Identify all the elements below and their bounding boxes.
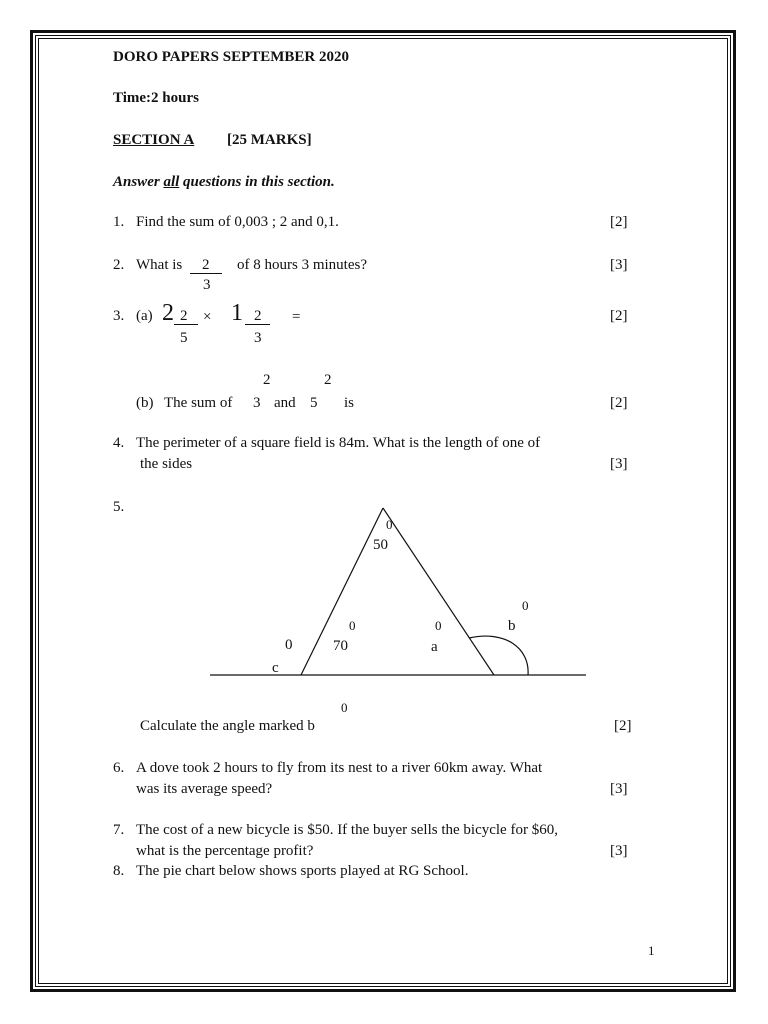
q2-text-post: of 8 hours 3 minutes?: [237, 257, 367, 273]
q6-line-2: was its average speed?: [136, 781, 273, 797]
q7-number: 7.: [113, 822, 125, 838]
q7-line-1: The cost of a new bicycle is $50. If the buyer sells the bicycle for $60,: [136, 822, 558, 838]
q3a-label: (a): [136, 308, 153, 324]
triangle-right-side: [383, 508, 494, 675]
q6-marks: [3]: [610, 781, 628, 797]
q3a-times: ×: [203, 309, 212, 325]
q3b-text-pre: The sum of: [164, 395, 233, 411]
q3b-exponent-2: 2: [324, 372, 332, 388]
section-marks: [25 MARKS]: [227, 132, 312, 148]
q3b-is: is: [344, 395, 355, 411]
q2-text-pre: What is: [136, 257, 183, 273]
q3b-label: (b): [136, 395, 154, 411]
left-angle-degree: 0: [349, 618, 356, 633]
instructions: Answer all questions in this section.: [113, 174, 335, 190]
q4-marks: [3]: [610, 456, 628, 472]
q2-fraction-denominator: 3: [203, 277, 211, 293]
top-angle-value: 50: [373, 537, 388, 553]
q8-text: The pie chart below shows sports played at RG School.: [136, 863, 469, 879]
exterior-angle-arc: [469, 636, 528, 675]
q5-marks: [2]: [614, 718, 632, 734]
q7-marks: [3]: [610, 843, 628, 859]
angle-c-degree: 0: [285, 637, 293, 653]
q3a-equals: =: [292, 309, 301, 325]
q5-number: 5.: [113, 499, 125, 515]
q6-number: 6.: [113, 760, 125, 776]
q1-marks: [2]: [610, 214, 628, 230]
q3a-numerator-2: 2: [254, 308, 262, 324]
q1-text: Find the sum of 0,003 ; 2 and 0,1.: [136, 214, 339, 230]
left-angle-value: 70: [333, 638, 348, 654]
q4-line-2: the sides: [140, 456, 193, 472]
q6-line-1: A dove took 2 hours to fly from its nest to a river 60km away. What: [136, 760, 543, 776]
q3b-base-2: 5: [310, 395, 318, 411]
q7-line-2: what is the percentage profit?: [136, 843, 314, 859]
q2-number: 2.: [113, 257, 125, 273]
q4-number: 4.: [113, 435, 125, 451]
q3a-whole-2: 1: [231, 300, 243, 326]
page-number: 1: [648, 943, 655, 958]
angle-a-label: a: [431, 639, 438, 655]
q1-number: 1.: [113, 214, 125, 230]
section-heading: SECTION A: [113, 132, 195, 148]
angle-a-degree: 0: [435, 618, 442, 633]
q3a-numerator-1: 2: [180, 308, 188, 324]
q8-number: 8.: [113, 863, 125, 879]
q3a-whole-1: 2: [162, 300, 174, 326]
q3b-marks: [2]: [610, 395, 628, 411]
q3b-and: and: [274, 395, 296, 411]
q3a-marks: [2]: [610, 308, 628, 324]
q3b-exponent-1: 2: [263, 372, 271, 388]
instructions-emphasis: all: [163, 174, 180, 190]
q3b-base-1: 3: [253, 395, 261, 411]
q2-marks: [3]: [610, 257, 628, 273]
q3a-denominator-2: 3: [254, 330, 262, 346]
top-angle-degree: 0: [386, 517, 393, 532]
q2-fraction-numerator: 2: [202, 257, 210, 273]
q3a-denominator-1: 5: [180, 330, 188, 346]
angle-b-degree: 0: [522, 598, 529, 613]
q3-number: 3.: [113, 308, 125, 324]
question-degree: 0: [341, 700, 348, 715]
q5-question: Calculate the angle marked b: [140, 718, 315, 734]
q4-line-1: The perimeter of a square field is 84m. What is the length of one of: [136, 435, 541, 451]
angle-c-label: c: [272, 660, 279, 676]
paper-title: DORO PAPERS SEPTEMBER 2020: [113, 49, 349, 65]
angle-b-label: b: [508, 618, 516, 634]
time-allowed: Time:2 hours: [113, 90, 199, 106]
